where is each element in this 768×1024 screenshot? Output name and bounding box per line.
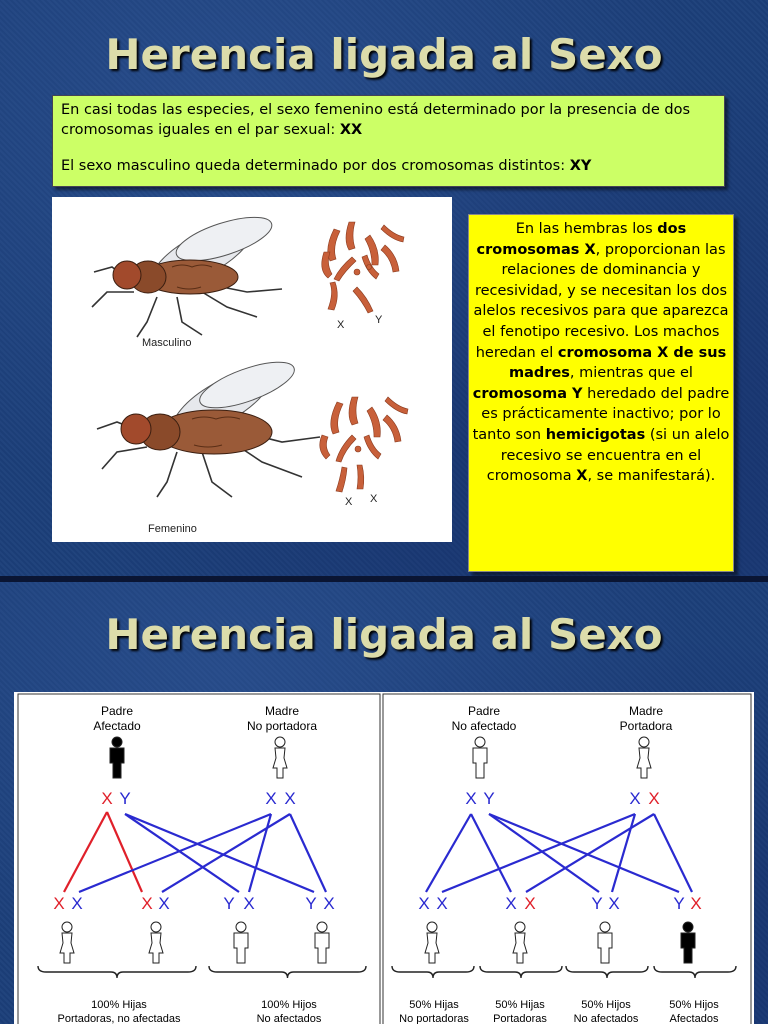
left-brace-sons (209, 966, 366, 978)
right-father-x: X (465, 789, 477, 808)
right-offspring-2-b: X (524, 894, 536, 913)
left-offspring-2-a: X (141, 894, 153, 913)
exp-bold-1: dos cromosomas X (476, 221, 687, 258)
right-result-4-pct: 50% Hijos (669, 999, 719, 1011)
left-daughter-1 (60, 922, 74, 963)
left-line-2 (107, 812, 142, 892)
exp-text-4: heredado del padre es prácticamente inactivo; por lo tanto son (472, 385, 730, 443)
left-brace-daughters (38, 966, 196, 978)
left-result-sons-pct: 100% Hijos (261, 999, 317, 1011)
exp-bold-3: cromosoma Y (472, 385, 583, 402)
male-fly-illustration (92, 208, 282, 337)
exp-text-1: En las hembras los (515, 221, 658, 237)
exp-bold-2: cromosoma X de sus madres (509, 344, 727, 382)
right-brace-3 (566, 966, 648, 978)
exp-text-6: , se manifestará). (587, 468, 716, 485)
left-offspring-4-b: X (323, 894, 335, 913)
left-offspring-4-a: Y (305, 894, 317, 913)
left-father-figure (110, 737, 124, 778)
left-line-5 (79, 814, 271, 892)
right-offspring-4-b: X (690, 894, 702, 913)
fly-figure (52, 197, 452, 542)
right-mother-status: Portadora (619, 719, 673, 733)
right-brace-4 (654, 966, 736, 978)
intro-female-sentence (61, 100, 716, 140)
left-son-1 (234, 922, 248, 963)
right-line-8 (654, 814, 692, 892)
right-line-5 (442, 814, 635, 892)
left-line-6 (249, 814, 271, 892)
right-daughter-2 (513, 922, 527, 963)
left-line-8 (290, 814, 326, 892)
male-chromosomes (322, 222, 404, 313)
left-offspring-1-b: X (71, 894, 83, 913)
right-father-y: Y (483, 789, 495, 808)
left-mother-status: No portadora (246, 719, 318, 733)
right-offspring-3-a: Y (591, 894, 603, 913)
left-result-daughters-pct: 100% Hijas (91, 999, 147, 1011)
female-fly-illustration (97, 353, 320, 497)
left-daughter-2 (149, 922, 163, 963)
left-line-1 (64, 812, 107, 892)
exp-text-5: (si un alelo recesivo se encuentra en el cromosoma (486, 426, 730, 485)
slide-1-title: Herencia ligada al Sexo (105, 30, 663, 79)
inheritance-diagram (14, 692, 754, 1024)
left-father-y: Y (119, 789, 131, 808)
right-offspring-1-a: X (418, 894, 430, 913)
left-father-title: Padre (100, 704, 134, 718)
intro-female-xx: XX (339, 122, 363, 138)
left-offspring-2-b: X (158, 894, 170, 913)
intro-male-xy: XY (569, 158, 592, 174)
right-son-1 (598, 922, 612, 963)
right-result-2-pct: 50% Hijas (495, 999, 545, 1011)
left-mother-x2: X (284, 789, 296, 808)
exp-text-3: , mientras que el (569, 365, 693, 382)
right-result-3-pct: 50% Hijos (581, 999, 631, 1011)
left-mother-title: Madre (264, 704, 300, 718)
right-offspring-4-a: Y (673, 894, 685, 913)
female-label: Femenino (148, 523, 197, 535)
left-mother-x1: X (265, 789, 277, 808)
male-chrom-x-label: X (337, 319, 345, 331)
left-son-2 (315, 922, 329, 963)
left-offspring-1-a: X (53, 894, 65, 913)
right-offspring-3-b: X (608, 894, 620, 913)
right-son-2 (681, 922, 695, 963)
right-father-figure (473, 737, 487, 778)
female-chromosomes (320, 397, 408, 492)
right-father-title: Padre (467, 704, 501, 718)
exp-bold-5: X (576, 468, 588, 485)
left-offspring-3-b: X (243, 894, 255, 913)
intro-male-text: El sexo masculino queda determinado por dos cromosomas distintos: (61, 158, 570, 174)
right-result-4-desc: Afectados (669, 1013, 719, 1024)
slide-2 (0, 582, 768, 1024)
right-brace-1 (392, 966, 474, 978)
slide-2-title: Herencia ligada al Sexo (105, 610, 663, 659)
female-chrom-x1-label: X (345, 496, 353, 508)
right-brace-2 (480, 966, 562, 978)
female-chrom-x2-label: X (370, 493, 378, 505)
right-result-1-pct: 50% Hijas (409, 999, 459, 1011)
right-daughter-1 (425, 922, 439, 963)
male-chrom-y-label: Y (375, 314, 383, 326)
left-result-daughters-desc: Portadoras, no afectadas (57, 1013, 181, 1024)
intro-male-sentence (61, 156, 716, 176)
right-line-1 (426, 814, 471, 892)
left-father-x: X (101, 789, 113, 808)
right-result-1-desc: No portadoras (399, 1013, 469, 1024)
right-father-status: No afectado (451, 719, 517, 733)
left-line-4 (125, 814, 314, 892)
right-line-6 (612, 814, 635, 892)
intro-female-text: En casi todas las especies, el sexo femenino está determinado por la presencia de dos cromosomas iguales en el par sexual: (61, 102, 691, 138)
right-mother-figure (637, 737, 651, 778)
left-panel-frame (18, 694, 380, 1024)
left-father-status: Afectado (93, 719, 141, 733)
right-offspring-1-b: X (436, 894, 448, 913)
right-mother-x1: X (629, 789, 641, 808)
left-mother-figure (273, 737, 287, 778)
right-offspring-2-a: X (505, 894, 517, 913)
right-result-2-desc: Portadoras (493, 1013, 547, 1024)
male-label: Masculino (142, 337, 192, 349)
right-mother-x2: X (648, 789, 660, 808)
right-mother-title: Madre (628, 704, 664, 718)
exp-text-2: , proporcionan las relaciones de dominancia y recesividad, y se necesitan los dos alelos recesivos para que aparezca el fenotipo recesivo. Los machos heredan el (473, 241, 729, 361)
left-result-sons-desc: No afectados (256, 1013, 322, 1024)
intro-box (52, 95, 725, 187)
left-offspring-3-a: Y (223, 894, 235, 913)
exp-bold-4: hemicigotas (545, 426, 646, 443)
right-result-3-desc: No afectados (573, 1013, 639, 1024)
explanation-box (468, 214, 734, 572)
